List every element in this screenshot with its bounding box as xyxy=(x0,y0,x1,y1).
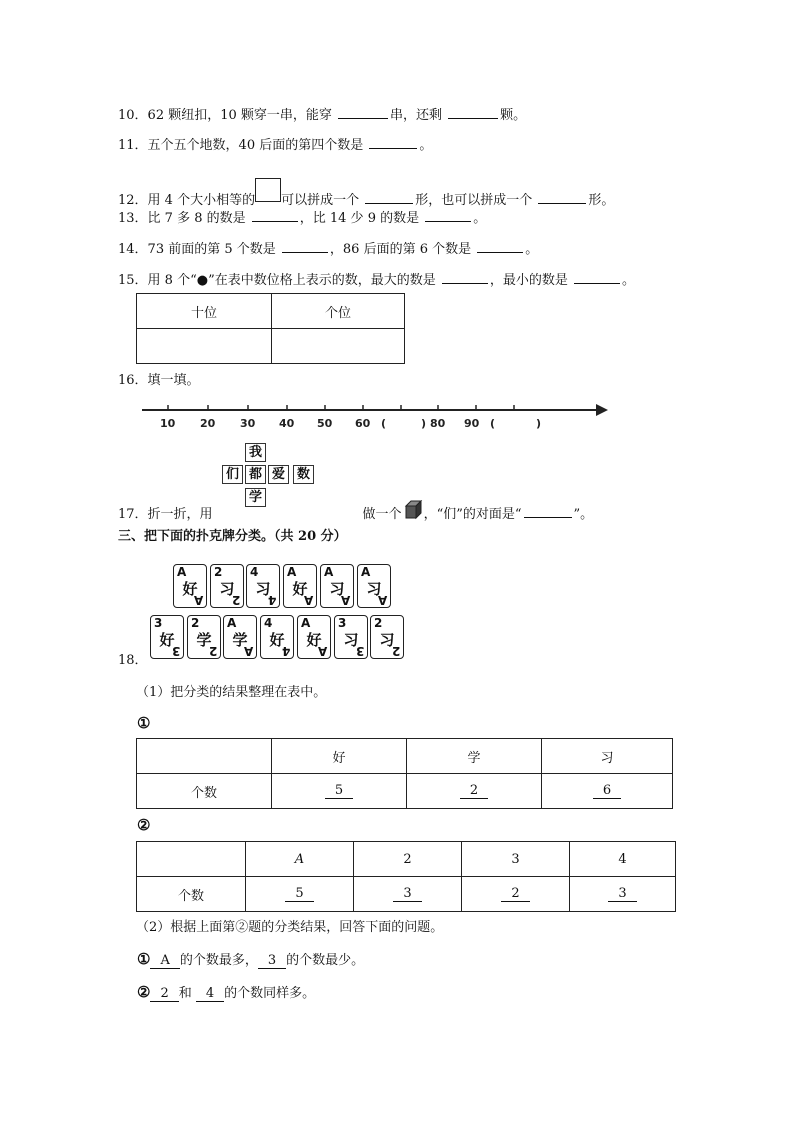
question-12: 12．用 4 个大小相等的 可以拼成一个 形，也可以拼成一个 形。 xyxy=(118,178,614,210)
question-11: 11．五个五个地数，40 后面的第四个数是 。 xyxy=(118,134,432,155)
tick-label: ) xyxy=(421,417,427,430)
part-1-instruction: （1）把分类的结果整理在表中。 xyxy=(136,685,327,700)
row-label: 个数 xyxy=(137,877,246,912)
number-line xyxy=(138,398,618,434)
row-label: 个数 xyxy=(137,774,272,809)
tick-label: 10 xyxy=(160,417,176,430)
section-title: 三、把下面的扑克牌分类。（共 20 分） xyxy=(118,529,347,544)
table-by-character xyxy=(136,738,673,809)
tick-label: 30 xyxy=(240,417,256,430)
square-shape xyxy=(255,178,281,202)
blank[interactable] xyxy=(369,134,417,149)
blank[interactable] xyxy=(338,104,388,119)
question-17: 17．折一折，用 做一个 ，“们”的对面是“ ”。 xyxy=(118,500,593,524)
playing-card: 2 学 2 xyxy=(187,615,221,659)
blank[interactable] xyxy=(538,189,586,204)
net-cell: 爱 xyxy=(268,465,289,484)
question-10: 10．62 颗纽扣，10 颗穿一串，能穿 串，还剩 颗。 xyxy=(118,104,526,125)
blank[interactable] xyxy=(524,503,572,518)
question-13: 13．比 7 多 8 的数是 ，比 14 少 9 的数是 。 xyxy=(118,207,486,228)
header-3: 3 xyxy=(462,842,570,877)
answer-line-1: ① A 的个数最多， 3 的个数最少。 xyxy=(137,950,365,968)
tick-label: 20 xyxy=(200,417,216,430)
question-18-label: 18． xyxy=(118,653,148,668)
net-cell: 我 xyxy=(245,443,266,462)
header-4: 4 xyxy=(570,842,676,877)
answer-line-2: ② 2 和 4 的个数同样多。 xyxy=(137,983,316,1001)
net-cell: 都 xyxy=(245,465,266,484)
playing-card: A 好 A xyxy=(297,615,331,659)
net-cell: 学 xyxy=(245,488,266,507)
header-2: 2 xyxy=(354,842,462,877)
blank[interactable] xyxy=(477,238,523,253)
answer-least[interactable]: 3 xyxy=(258,953,286,969)
marker-2: ② xyxy=(137,816,151,834)
playing-card: 2 习 2 xyxy=(370,615,404,659)
tick-label: 40 xyxy=(279,417,295,430)
blank[interactable] xyxy=(448,104,498,119)
blank[interactable] xyxy=(442,269,488,284)
table-by-number xyxy=(136,841,676,912)
playing-card: 3 习 3 xyxy=(334,615,368,659)
header-a: A xyxy=(246,842,354,877)
cell-ones[interactable] xyxy=(272,329,405,364)
playing-card: A 习 A xyxy=(320,564,354,608)
playing-card: 4 好 4 xyxy=(260,615,294,659)
playing-card: A 好 A xyxy=(283,564,317,608)
answer-most[interactable]: A xyxy=(150,953,179,969)
net-cell: 们 xyxy=(222,465,243,484)
marker-1: ① xyxy=(137,714,151,732)
answer-value[interactable]: 5 xyxy=(285,886,313,902)
question-14: 14．73 前面的第 5 个数是 ，86 后面的第 6 个数是 。 xyxy=(118,238,538,259)
answer-value[interactable]: 2 xyxy=(460,783,488,799)
net-cell: 数 xyxy=(293,465,314,484)
playing-card: 2 习 2 xyxy=(210,564,244,608)
header-xue: 学 xyxy=(407,739,542,774)
tick-label: 50 xyxy=(317,417,333,430)
answer-value[interactable]: 5 xyxy=(325,783,353,799)
blank[interactable] xyxy=(252,207,298,222)
cube-icon xyxy=(404,500,422,518)
tick-label: 60 xyxy=(355,417,371,430)
playing-card: A 好 A xyxy=(173,564,207,608)
blank[interactable] xyxy=(282,238,328,253)
answer-value[interactable]: 2 xyxy=(501,886,529,902)
tick-label: 80 xyxy=(430,417,446,430)
blank[interactable] xyxy=(425,207,471,222)
answer-equal-1[interactable]: 2 xyxy=(150,986,178,1002)
tick-label: ) xyxy=(536,417,542,430)
playing-card: 3 好 3 xyxy=(150,615,184,659)
tick-label: 90 xyxy=(464,417,480,430)
header-hao: 好 xyxy=(272,739,407,774)
header-xi: 习 xyxy=(542,739,673,774)
place-value-table xyxy=(136,293,405,364)
part-2-instruction: （2）根据上面第②题的分类结果，回答下面的问题。 xyxy=(136,920,444,935)
tick-label: ( xyxy=(381,417,387,430)
blank[interactable] xyxy=(365,189,413,204)
header-ones: 个位 xyxy=(272,294,405,329)
question-15: 15．用 8 个“●”在表中数位格上表示的数，最大的数是 ，最小的数是 。 xyxy=(118,269,635,290)
cell-tens[interactable] xyxy=(137,329,272,364)
blank[interactable] xyxy=(574,269,620,284)
tick-label: ( xyxy=(490,417,496,430)
question-16: 16．填一填。 xyxy=(118,373,200,388)
header-tens: 十位 xyxy=(137,294,272,329)
answer-value[interactable]: 6 xyxy=(593,783,621,799)
playing-card: A 习 A xyxy=(357,564,391,608)
answer-value[interactable]: 3 xyxy=(608,886,636,902)
playing-card: A 学 A xyxy=(223,615,257,659)
playing-card: 4 习 4 xyxy=(246,564,280,608)
answer-equal-2[interactable]: 4 xyxy=(196,986,224,1002)
answer-value[interactable]: 3 xyxy=(393,886,421,902)
